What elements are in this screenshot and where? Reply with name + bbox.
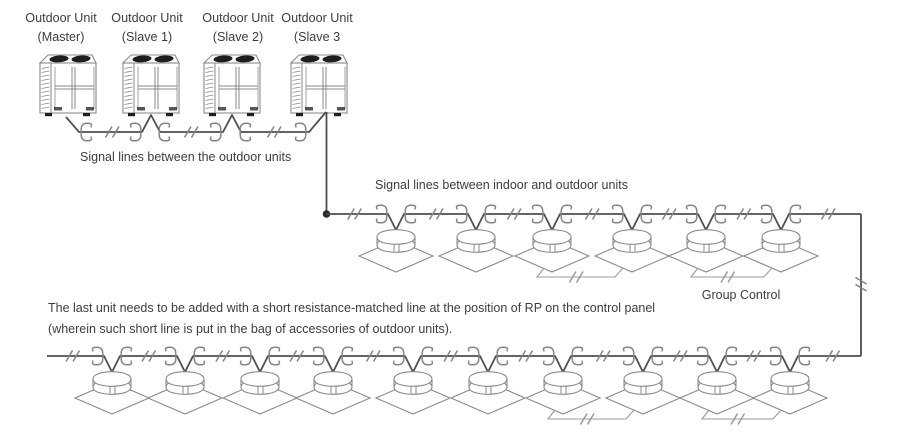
outdoor-unit-name: Outdoor Unit <box>202 11 274 25</box>
outdoor-unit-variant: (Slave 3 <box>293 30 341 44</box>
indoor-row-bottom <box>47 347 861 424</box>
indoor-unit <box>515 230 589 272</box>
outdoor-unit <box>291 55 347 116</box>
outdoor-unit-name: Outdoor Unit <box>281 11 353 25</box>
outdoor-unit-label-slave3 <box>281 9 352 47</box>
indoor-row-middle <box>327 205 862 282</box>
indoor-unit <box>376 372 450 414</box>
outdoor-unit-name: Outdoor Unit <box>111 11 183 25</box>
outdoor-unit-variant: (Slave 1) <box>121 30 173 44</box>
outdoor-units <box>40 55 347 116</box>
right-riser <box>856 214 867 356</box>
indoor-unit <box>296 372 370 414</box>
indoor-signal-caption: Signal lines between indoor and outdoor units <box>375 178 628 192</box>
indoor-unit <box>744 230 818 272</box>
indoor-unit <box>595 230 669 272</box>
outdoor-unit-label-master <box>25 9 96 47</box>
indoor-unit <box>439 230 513 272</box>
outdoor-unit <box>204 55 260 116</box>
indoor-unit <box>359 230 433 272</box>
outdoor-unit-name: Outdoor Unit <box>25 11 97 25</box>
indoor-unit <box>669 230 743 272</box>
indoor-unit <box>451 372 525 414</box>
signal-wire <box>47 356 861 372</box>
indoor-unit <box>148 372 222 414</box>
indoor-unit <box>526 372 600 414</box>
outdoor-unit <box>40 55 96 116</box>
termination-note-line-1: The last unit needs to be added with a short resistance-matched line at the position of RP on the control panel <box>48 301 656 315</box>
outdoor-units-wire <box>66 112 326 141</box>
outdoor-unit-label-slave2 <box>202 9 273 47</box>
group-control-label: Group Control <box>701 288 781 302</box>
outdoor-unit <box>123 55 179 116</box>
outdoor-unit-variant: (Master) <box>37 30 85 44</box>
trunk-line <box>323 112 331 218</box>
outdoor-unit-label-slave1 <box>111 9 182 47</box>
outdoor-unit-variant: (Slave 2) <box>212 30 264 44</box>
indoor-unit <box>606 372 680 414</box>
outdoor-signal-caption: Signal lines between the outdoor units <box>80 150 292 164</box>
indoor-unit <box>680 372 754 414</box>
termination-note-line-2: (wherein such short line is put in the bag of accessories of outdoor units). <box>48 322 453 336</box>
indoor-unit <box>75 372 149 414</box>
indoor-unit <box>223 372 297 414</box>
indoor-unit <box>753 372 827 414</box>
